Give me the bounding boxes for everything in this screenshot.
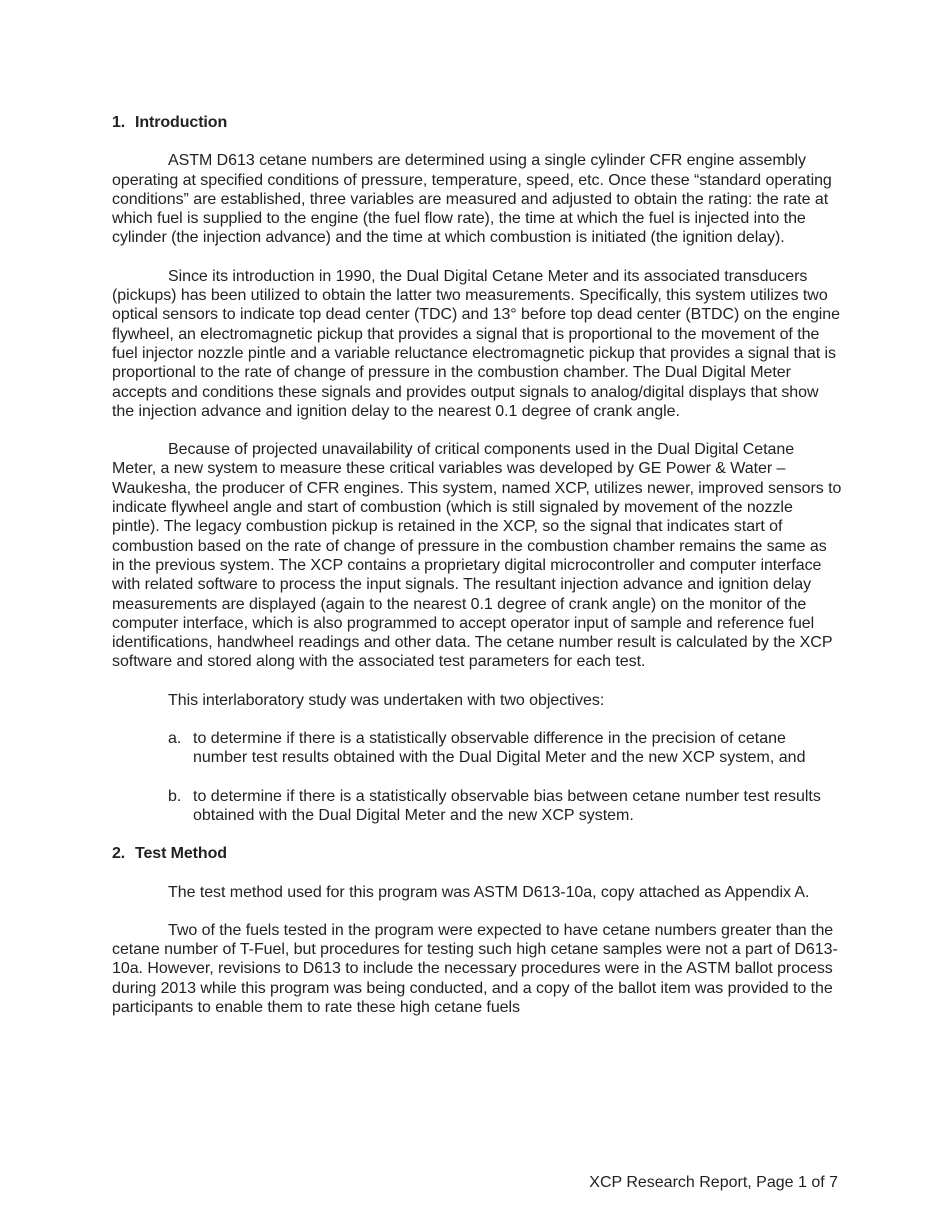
section-title: Introduction	[135, 114, 228, 131]
intro-paragraph-2: Since its introduction in 1990, the Dual Digital Cetane Meter and its associated transducers (pickups) has been utilized to obtain the latter two measurements. Specifically, this system utilizes two optical sensors to indicate top dead center (TDC) and 13° before top dead center (BTDC) on the engine flywheel, an electromagnetic pickup that provides a signal that is proportional to the movement of the fuel injector nozzle pintle and a variable reluctance electromagnetic pickup that provides a signal that is proportional to the rate of change of pressure in the combustion chamber. The Dual Digital Meter accepts and conditions these signals and provides output signals to analog/digital displays that show the injection advance and ignition delay to the nearest 0.1 degree of crank angle.	[112, 267, 840, 420]
list-item-text: to determine if there is a statistically observable difference in the precision of cetane number test results obtained with the Dual Digital Meter and the new XCP system, and	[193, 730, 806, 767]
list-marker: a.	[168, 730, 182, 748]
list-item	[168, 787, 842, 826]
page-footer: XCP Research Report, Page 1 of 7	[589, 1174, 838, 1191]
list-item-text: to determine if there is a statistically observable bias between cetane number test results obtained with the Dual Digital Meter and the new XCP system.	[193, 787, 821, 824]
intro-paragraph-4: This interlaboratory study was undertaken with two objectives:	[168, 691, 605, 709]
list-marker: b.	[168, 787, 182, 805]
intro-paragraph-1: ASTM D613 cetane numbers are determined using a single cylinder CFR engine assembly operating at specified conditions of pressure, temperature, speed, etc. Once these “standard operating conditions” are established, three variables are measured and adjusted to obtain the rating: the rate at which fuel is supplied to the engine (the fuel flow rate), the time at which the fuel is injected into the cylinder (the injection advance) and the time at which combustion is initiated (the ignition delay).	[112, 152, 832, 247]
document-page	[112, 113, 842, 1036]
objectives-list	[112, 729, 842, 825]
section-number: 1.	[112, 114, 126, 131]
test-method-paragraph-2: Two of the fuels tested in the program were expected to have cetane numbers greater than the cetane number of T-Fuel, but procedures for testing such high cetane samples were not a part of D613-10a. However, revisions to D613 to include the necessary procedures were in the ASTM ballot process during 2013 while this program was being conducted, and a copy of the ballot item was provided to the participants to enable them to rate these high cetane fuels	[112, 921, 838, 1016]
intro-paragraph-3: Because of projected unavailability of critical components used in the Dual Digital Cetane Meter, a new system to measure these critical variables was developed by GE Power & Water – Waukesha, the producer of CFR engines. This system, named XCP, utilizes newer, improved sensors to indicate flywheel angle and start of combustion (which is still signaled by movement of the nozzle pintle). The legacy combustion pickup is retained in the XCP, so the signal that indicates start of combustion based on the rate of change of pressure in the combustion chamber remains the same as in the previous system. The XCP contains a proprietary digital microcontroller and computer interface with related software to process the input signals. The resultant injection advance and ignition delay measurements are displayed (again to the nearest 0.1 degree of crank angle) on the monitor of the computer interface, which is also programmed to accept operator input of sample and reference fuel identifications, handwheel readings and other data. The cetane number result is calculated by the XCP software and stored along with the associated test parameters for each test.	[112, 441, 842, 671]
section-heading-test-method	[112, 844, 842, 863]
section-title: Test Method	[135, 845, 227, 863]
section-heading-introduction	[112, 113, 842, 132]
test-method-paragraph-1: The test method used for this program was ASTM D613-10a, copy attached as Appendix A.	[168, 883, 810, 901]
list-item	[168, 729, 842, 768]
section-number: 2.	[112, 845, 126, 863]
